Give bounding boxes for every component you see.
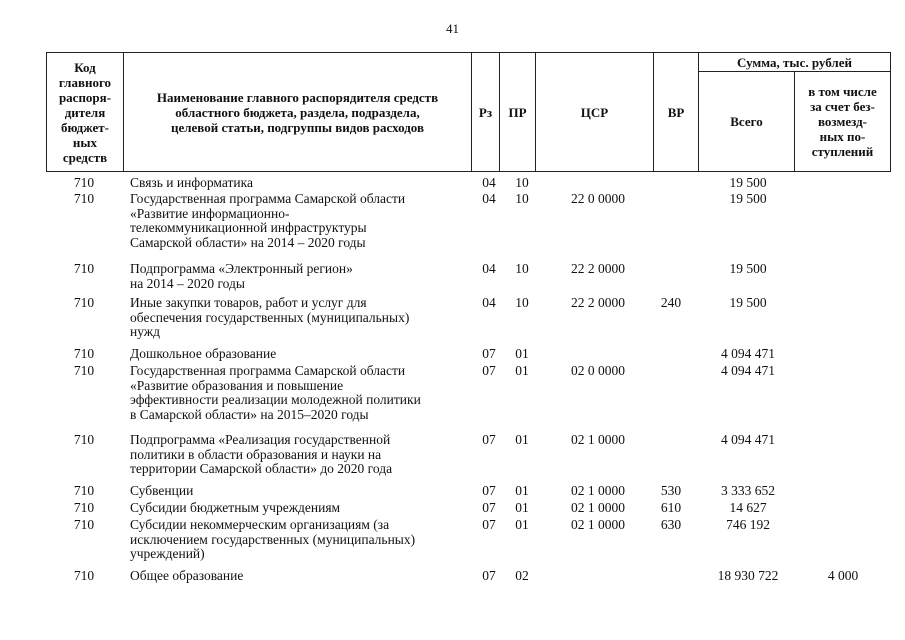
row-pr: 10	[515, 191, 529, 206]
header-vr: ВР	[653, 52, 699, 172]
row-pr: 01	[515, 500, 529, 515]
row-rz: 07	[482, 517, 496, 532]
row-code: 710	[73, 432, 95, 447]
row-pr: 01	[515, 363, 529, 378]
row-rz: 04	[482, 175, 496, 190]
row-name: Иные закупки товаров, работ и услуг для обеспечения государственных (муниципальных) нужд	[130, 295, 410, 339]
header-code: Код главного распоря- дителя бюджет- ных средств	[46, 52, 124, 172]
row-code: 710	[73, 483, 95, 498]
row-vr: 610	[660, 500, 682, 515]
header-pr: ПР	[499, 52, 536, 172]
header-rz: Рз	[471, 52, 500, 172]
row-csr: 02 1 0000	[571, 500, 625, 515]
row-total: 4 094 471	[721, 432, 775, 447]
row-name: Дошкольное образование	[130, 346, 277, 361]
row-total: 14 627	[729, 500, 767, 515]
row-name: Подпрограмма «Электронный регион» на 2014 – 2020 годы	[130, 261, 353, 291]
header-total: Всего	[698, 71, 795, 172]
row-csr: 22 2 0000	[571, 295, 625, 310]
row-rz: 04	[482, 191, 496, 206]
row-name: Субвенции	[130, 483, 194, 498]
row-code: 710	[73, 191, 95, 206]
row-rz: 04	[482, 261, 496, 276]
row-total: 18 930 722	[717, 568, 779, 583]
row-total: 19 500	[729, 295, 767, 310]
row-code: 710	[73, 295, 95, 310]
row-rz: 07	[482, 363, 496, 378]
row-name: Субсидии бюджетным учреждениям	[130, 500, 341, 515]
row-code: 710	[73, 500, 95, 515]
row-rz: 04	[482, 295, 496, 310]
row-vr: 530	[660, 483, 682, 498]
row-csr: 22 2 0000	[571, 261, 625, 276]
row-pr: 02	[515, 568, 529, 583]
row-code: 710	[73, 175, 95, 190]
row-total: 19 500	[729, 261, 767, 276]
row-code: 710	[73, 261, 95, 276]
row-total: 19 500	[729, 175, 767, 190]
row-name: Общее образование	[130, 568, 244, 583]
row-pr: 10	[515, 175, 529, 190]
row-vr: 630	[660, 517, 682, 532]
row-name: Государственная программа Самарской области «Развитие образования и повышение эффективности реализации молодежной политики в Самарской области» на 2015–2020 годы	[130, 363, 421, 422]
row-csr: 22 0 0000	[571, 191, 625, 206]
page-number: 41	[446, 21, 459, 36]
row-pr: 10	[515, 261, 529, 276]
row-name: Связь и информатика	[130, 175, 253, 190]
header-sum: Сумма, тыс. рублей	[698, 52, 891, 72]
row-name: Подпрограмма «Реализация государственной политики в области образования и науки на территории Самарской области» до 2020 года	[130, 432, 393, 476]
header-csr: ЦСР	[535, 52, 654, 172]
row-csr: 02 1 0000	[571, 483, 625, 498]
row-code: 710	[73, 517, 95, 532]
row-pr: 10	[515, 295, 529, 310]
row-pr: 01	[515, 346, 529, 361]
row-total: 4 094 471	[721, 363, 775, 378]
row-csr: 02 1 0000	[571, 432, 625, 447]
row-pr: 01	[515, 483, 529, 498]
header-name: Наименование главного распорядителя средств областного бюджета, раздела, подраздела, целевой статьи, подгруппы видов расходов	[123, 52, 472, 172]
row-name: Субсидии некоммерческим организациям (за исключением государственных (муниципальных) учреждений)	[130, 517, 416, 561]
row-rz: 07	[482, 346, 496, 361]
row-rz: 07	[482, 568, 496, 583]
row-csr: 02 1 0000	[571, 517, 625, 532]
row-total: 19 500	[729, 191, 767, 206]
row-code: 710	[73, 568, 95, 583]
row-csr: 02 0 0000	[571, 363, 625, 378]
header-included: в том числе за счет без- возмезд- ных по- ступлений	[794, 71, 891, 172]
row-name: Государственная программа Самарской области «Развитие информационно- телекоммуникационной инфраструктуры Самарской области» на 2014 – 2020 годы	[130, 191, 406, 250]
row-rz: 07	[482, 483, 496, 498]
row-total: 746 192	[726, 517, 770, 532]
row-rz: 07	[482, 500, 496, 515]
row-code: 710	[73, 346, 95, 361]
row-code: 710	[73, 363, 95, 378]
row-total: 4 094 471	[721, 346, 775, 361]
row-pr: 01	[515, 432, 529, 447]
row-rz: 07	[482, 432, 496, 447]
row-pr: 01	[515, 517, 529, 532]
row-vr: 240	[660, 295, 682, 310]
row-total: 3 333 652	[721, 483, 775, 498]
row-included: 4 000	[827, 568, 859, 583]
